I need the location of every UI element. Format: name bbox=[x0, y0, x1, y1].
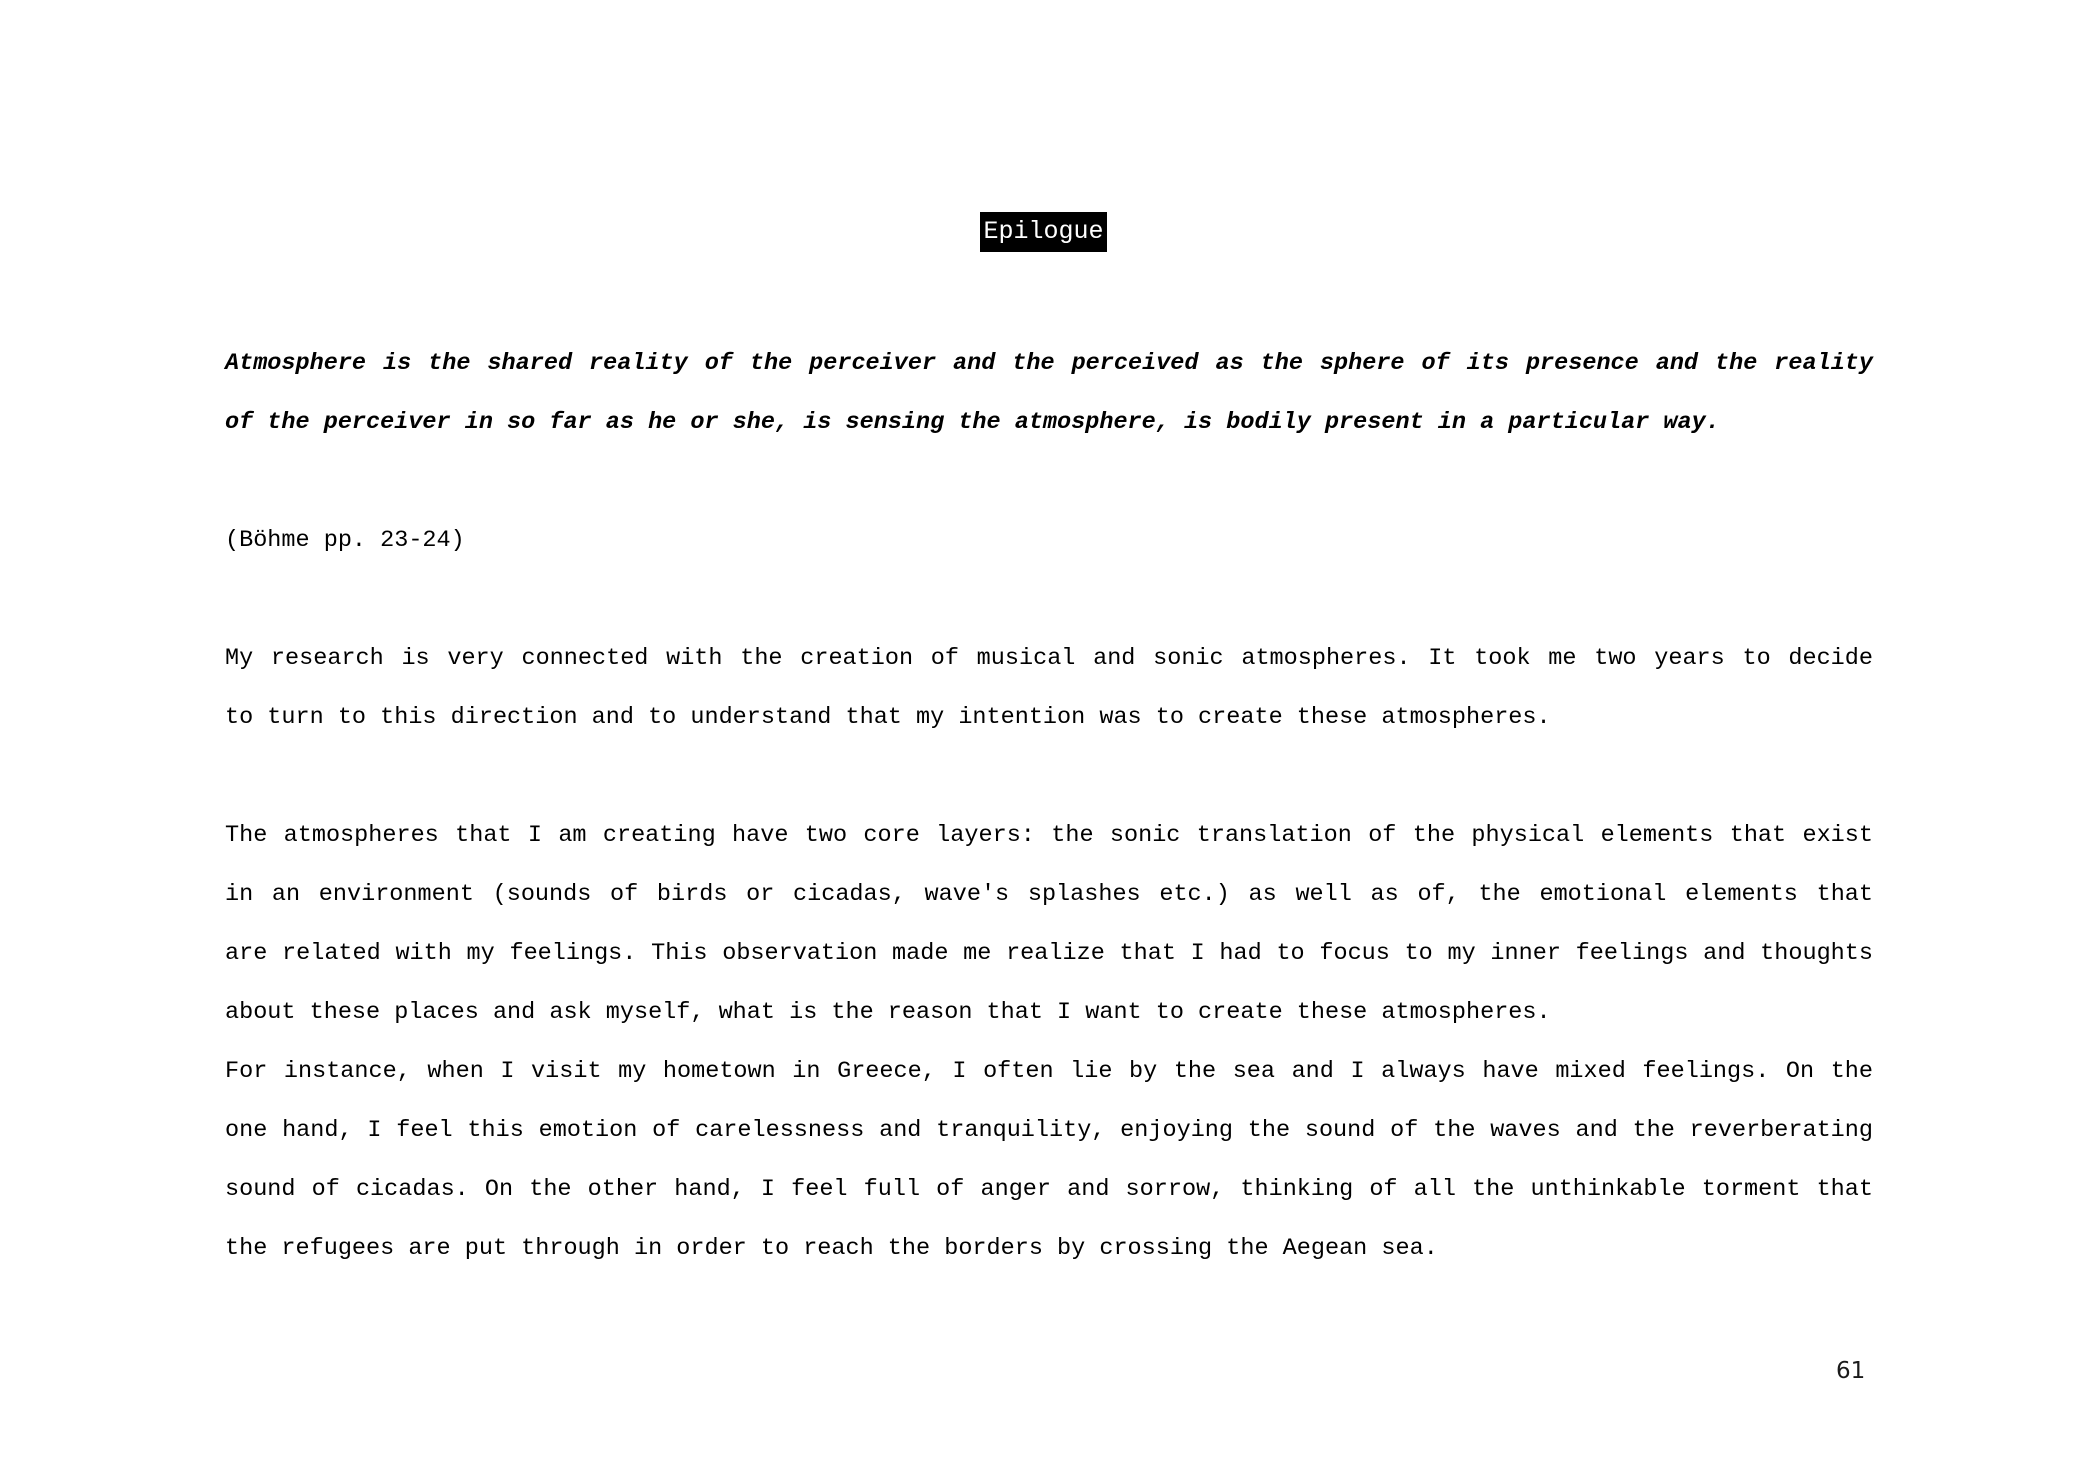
paragraph-line: are related with my feelings. This observation made me realize that I had to focus to my inner feelings and thoughts bbox=[225, 940, 1873, 967]
quote-line: Atmosphere is the shared reality of the perceiver and the perceived as the sphere of its presence and the reality bbox=[225, 350, 1873, 377]
paragraph-line: about these places and ask myself, what is the reason that I want to create these atmospheres. bbox=[225, 999, 1551, 1026]
paragraph-line: For instance, when I visit my hometown in Greece, I often lie by the sea and I always have mixed feelings. On the bbox=[225, 1058, 1873, 1085]
body-paragraph-1 bbox=[225, 629, 1873, 747]
citation-line: (Böhme pp. 23-24) bbox=[225, 527, 465, 554]
page-number: 61 bbox=[1836, 1358, 1866, 1384]
body-paragraph-2 bbox=[225, 806, 1873, 1042]
quote-line: of the perceiver in so far as he or she, is sensing the atmosphere, is bodily present in a particular way. bbox=[225, 409, 1720, 436]
paragraph-line: sound of cicadas. On the other hand, I feel full of anger and sorrow, thinking of all the unthinkable torment that bbox=[225, 1176, 1873, 1203]
paragraph-line: one hand, I feel this emotion of carelessness and tranquility, enjoying the sound of the waves and the reverberating bbox=[225, 1117, 1873, 1144]
text-column bbox=[225, 334, 1873, 1278]
section-title-highlighted: Epilogue bbox=[980, 212, 1106, 252]
section-title-row bbox=[0, 212, 2087, 252]
paragraph-line: to turn to this direction and to understand that my intention was to create these atmospheres. bbox=[225, 704, 1551, 731]
citation bbox=[225, 511, 1873, 570]
body-paragraph-3 bbox=[225, 1042, 1873, 1278]
paragraph-line: the refugees are put through in order to reach the borders by crossing the Aegean sea. bbox=[225, 1235, 1438, 1262]
paragraph-line: The atmospheres that I am creating have two core layers: the sonic translation of the physical elements that exist bbox=[225, 822, 1873, 849]
epigraph-quote bbox=[225, 334, 1873, 452]
paragraph-line: in an environment (sounds of birds or cicadas, wave's splashes etc.) as well as of, the emotional elements that bbox=[225, 881, 1873, 908]
paragraph-line: My research is very connected with the creation of musical and sonic atmospheres. It took me two years to decide bbox=[225, 645, 1873, 672]
